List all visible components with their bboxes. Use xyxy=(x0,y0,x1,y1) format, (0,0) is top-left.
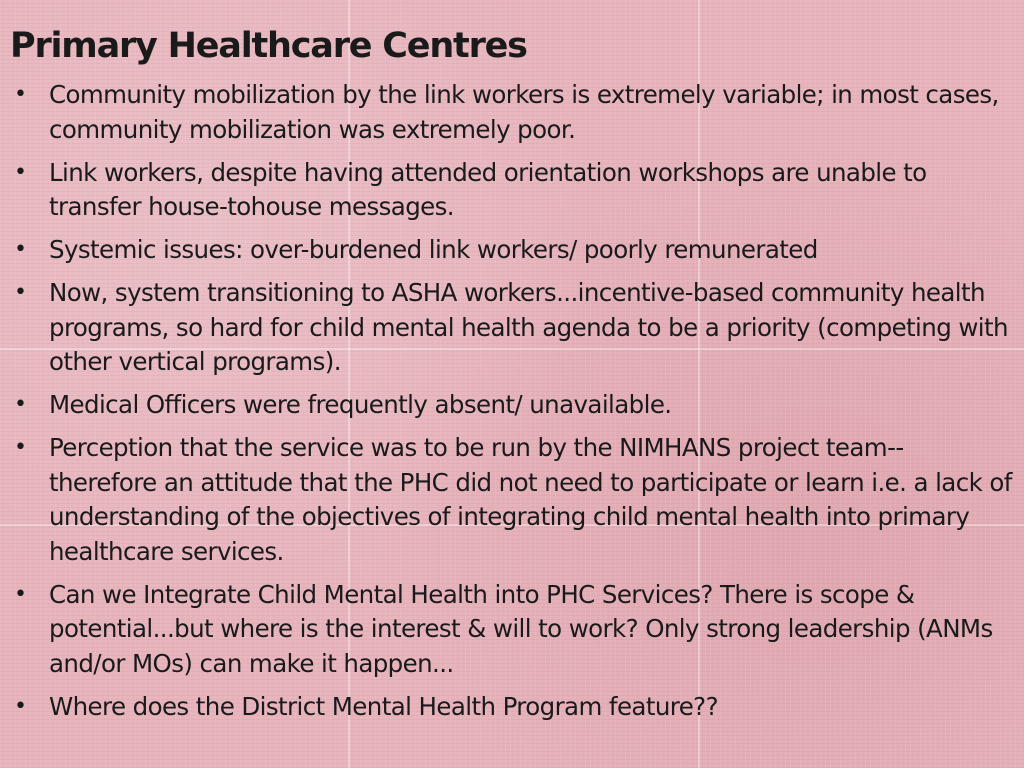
bullet-item xyxy=(10,276,1014,380)
bullet-text: Link workers, despite having attended orientation workshops are unable to transfer house-tohouse messages. xyxy=(49,157,927,221)
slide-title: Primary Healthcare Centres xyxy=(10,26,527,66)
bullet-item xyxy=(10,156,1014,225)
bullet-item xyxy=(10,690,1014,725)
bullet-list xyxy=(10,78,1014,724)
bullet-text: Medical Officers were frequently absent/ unavailable. xyxy=(49,390,672,419)
bullet-icon: • xyxy=(14,237,27,262)
bullet-item xyxy=(10,78,1014,147)
bullet-icon: • xyxy=(14,693,27,719)
bullet-text: Where does the District Mental Health Program feature?? xyxy=(49,691,718,721)
slide-content xyxy=(10,20,1014,733)
bullet-text: Now, system transitioning to ASHA workers...incentive-based community health programs, so hard for child mental health agenda to be a priority (competing with other vertical programs). xyxy=(49,278,1008,376)
bullet-item xyxy=(10,388,1014,423)
bullet-item xyxy=(10,578,1014,682)
bullet-icon: • xyxy=(14,581,27,607)
bullet-icon: • xyxy=(14,435,27,460)
bullet-text: Community mobilization by the link workers is extremely variable; in most cases, community mobilization was extremely poor. xyxy=(49,80,999,144)
bullet-item xyxy=(10,431,1014,569)
bullet-item xyxy=(10,233,1014,268)
bullet-icon: • xyxy=(14,392,27,417)
bullet-icon: • xyxy=(14,159,27,185)
bullet-text: Perception that the service was to be run by the NIMHANS project team-- therefore an attitude that the PHC did not need to participate or learn i.e. a lack of understanding of the objectives of integrating child mental health into primary healthcare services. xyxy=(49,433,1012,566)
bullet-icon: • xyxy=(14,82,27,107)
bullet-text: Can we Integrate Child Mental Health into PHC Services? There is scope & potential...but where is the interest & will to work? Only strong leadership (ANMs and/or MOs) can make it happen... xyxy=(49,579,993,678)
bullet-icon: • xyxy=(14,280,27,305)
bullet-text: Systemic issues: over-burdened link workers/ poorly remunerated xyxy=(49,235,818,264)
